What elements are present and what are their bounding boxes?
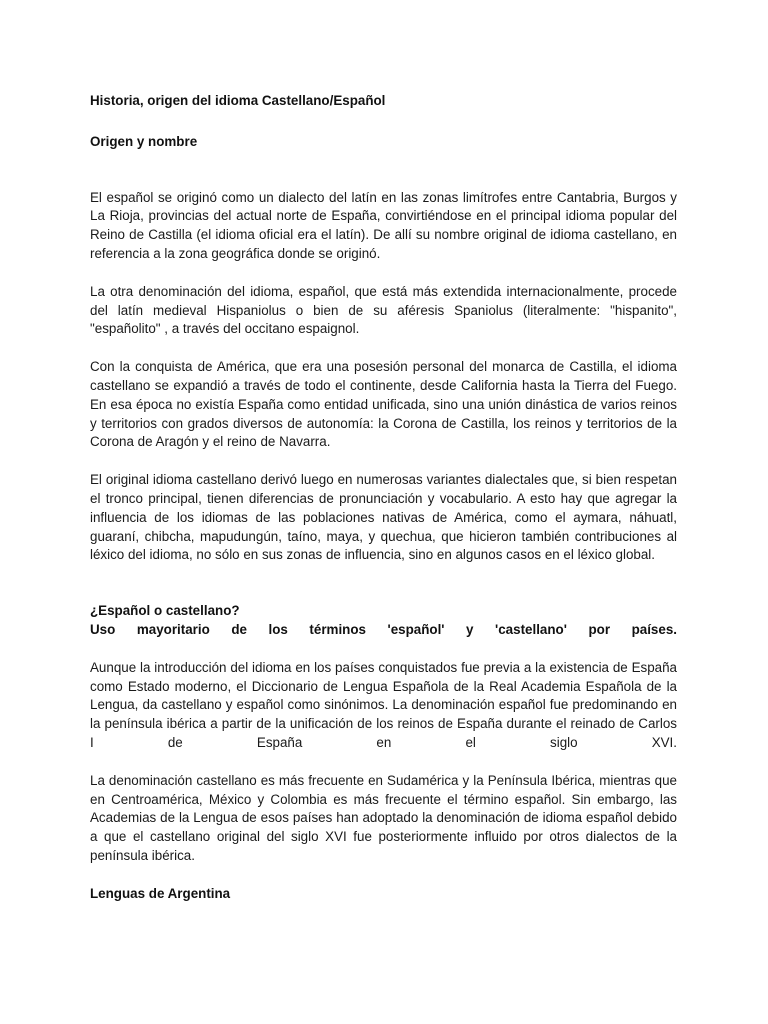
section-heading-usage: Uso mayoritario de los términos 'español' y 'castellano' por países. bbox=[90, 621, 677, 637]
paragraph-origin-4: El original idioma castellano derivó luego en numerosas variantes dialectales que, si bien respetan el tronco principal, tienen diferencias de pronunciación y vocabulario. A esto hay que agregar la influencia de los idiomas de las poblaciones nativas de América, como el aymara, náhuatl, guaraní, chibcha, mapudungún, taíno, maya, y quechua, que hicieron también contribuciones al léxico del idioma, no sólo en sus zonas de influencia, sino en algunos casos en el léxico global. bbox=[90, 472, 677, 563]
paragraph-usage-1: Aunque la introducción del idioma en los países conquistados fue previa a la existencia de España como Estado moderno, el Diccionario de Lengua Española de la Real Academia Española de la Lengua, da castellano y español como sinónimos. La denominación español fue predominando en la península ibérica a partir de la unificación de los reinos de España durante el reinado de Carlos I de España en el siglo XVI. bbox=[90, 659, 677, 750]
document-title: Historia, origen del idioma Castellano/Español bbox=[90, 93, 386, 108]
section-heading-question: ¿Español o castellano? bbox=[90, 603, 240, 619]
paragraph-usage-2: La denominación castellano es más frecuente en Sudamérica y la Península Ibérica, mientras que en Centroamérica, México y Colombia es más frecuente el término español. Sin embargo, las Academias de la Lengua de esos países han adoptado la denominación de idioma español debido a que el castellano original del siglo XVI fue posteriormente influido por otros dialectos de la península ibérica. bbox=[90, 772, 677, 863]
paragraph-origin-3: Con la conquista de América, que era una posesión personal del monarca de Castilla, el idioma castellano se expandió a través de todo el continente, desde California hasta la Tierra del Fuego. En esa época no existía España como entidad unificada, sino una unión dinástica de varios reinos y territorios con grados diversos de autonomía: la Corona de Castilla, los reinos y territorios de la Corona de Aragón y el reino de Navarra. bbox=[90, 359, 677, 450]
section-heading-origin: Origen y nombre bbox=[90, 133, 198, 149]
paragraph-origin-1: El español se originó como un dialecto del latín en las zonas limítrofes entre Cantabria, Burgos y La Rioja, provincias del actual norte de España, convirtiéndose en el principal idioma popular del Reino de Castilla (el idioma oficial era el latín). De allí su nombre original de idioma castellano, en referencia a la zona geográfica donde se originó. bbox=[90, 189, 677, 261]
section-heading-argentina: Lenguas de Argentina bbox=[90, 885, 231, 901]
document-content bbox=[90, 92, 677, 904]
paragraph-origin-2: La otra denominación del idioma, español, que está más extendida internacionalmente, procede del latín medieval Hispaniolus o bien de su aféresis Spaniolus (literalmente: "hispanito", "españolito" , a través del occitano espaignol. bbox=[90, 283, 677, 337]
